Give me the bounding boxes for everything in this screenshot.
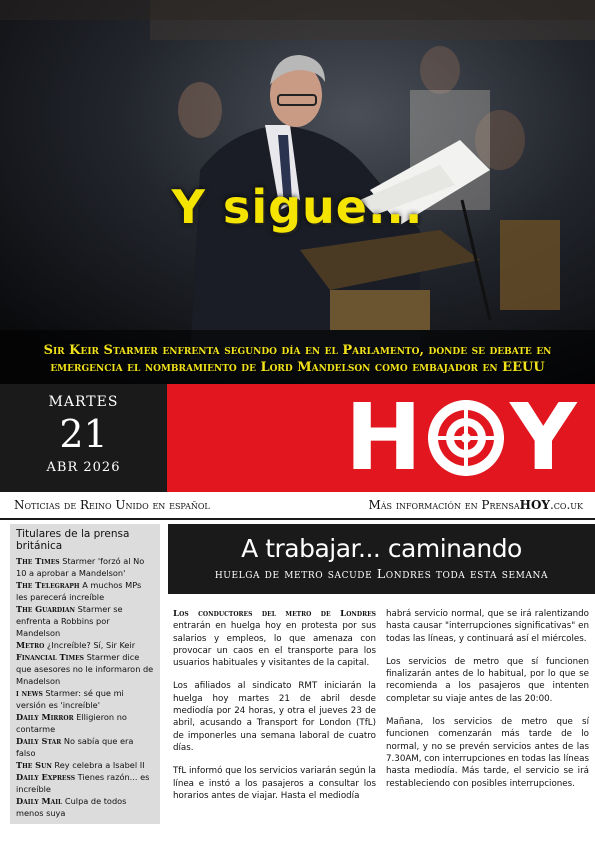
- masthead: [167, 384, 595, 492]
- publication-name: Daily Mirror: [16, 712, 74, 722]
- publication-headline: Starmer dice que asesores no le informaron de Mnadelson: [16, 652, 154, 686]
- sidebar-item: [16, 711, 154, 735]
- sidebar-item: [16, 555, 154, 579]
- strapline-bar: [0, 492, 595, 520]
- sidebar-item: [16, 759, 154, 771]
- target-roundel-icon: [426, 398, 506, 478]
- logo-letter-y: Y: [510, 384, 577, 491]
- date-day-number: 21: [59, 412, 108, 456]
- website-suffix: .co.uk: [549, 498, 583, 512]
- main-headline: Y sigue...: [171, 180, 424, 234]
- story-paragraph: Los servicios de metro que sí funcionen finalizarán antes de lo habitual, por lo que se recomienda a los pasajeros que intenten completar su viaje antes de las 20:00.: [386, 656, 589, 704]
- date-month-year: ABR 2026: [46, 460, 121, 475]
- publication-headline: Tienes razón... es increíble: [16, 772, 150, 794]
- website-brand: HOY: [519, 498, 550, 512]
- publication-headline: Elligieron no contarme: [16, 712, 127, 734]
- story-paragraph: Mañana, los servicios de metro que sí funcionen comenzarán más tarde de lo normal, y no se prevén servicios antes de las 7.30AM, con interrupciones en todas las líneas hasta mediodía. Más tarde, el servicio se irá restableciendo con posibles interrupciones.: [386, 717, 590, 789]
- sidebar-item: [16, 579, 154, 603]
- hoy-logo: [345, 384, 577, 491]
- story-paragraph: [173, 608, 376, 669]
- strapline-tagline: Noticias de Reino Unido en español: [14, 498, 210, 512]
- sidebar-title: Titulares de la prensa británica: [16, 528, 130, 552]
- publication-name: i news: [16, 688, 43, 698]
- story-column-2: [386, 608, 589, 801]
- story-column-1: [173, 608, 376, 813]
- publication-name: The Telegraph: [16, 580, 80, 590]
- publication-headline: Culpa de todos menos suya: [16, 796, 127, 818]
- logo-letter-h: H: [345, 384, 422, 491]
- publication-name: The Sun: [16, 760, 52, 770]
- story-lead-in: Los conductores del metro de Londres: [173, 609, 376, 619]
- strapline-website[interactable]: [368, 498, 583, 512]
- story-paragraph: Los afiliados al sindicato RMT iniciarán la huelga hoy martes 21 de abril desde mediodía por 24 horas, y otra el jueves 23 de abril, acusando a Transport for London (TfL) de imponerles una semana laboral de cuatro días.: [173, 681, 376, 753]
- sidebar-item: [16, 651, 154, 687]
- story-header: [168, 524, 595, 594]
- sidebar-item: [16, 735, 154, 759]
- website-prefix: Más información en Prensa: [368, 498, 520, 512]
- story-subtitle: huelga de metro sacude Londres toda esta semana: [214, 566, 549, 581]
- story-paragraph-text: entrarán en huelga hoy en protesta por sus salarios y empleos, lo que amenaza con provocar un caos en el transporte para los usuarios habituales y visitantes de la capital.: [173, 621, 376, 669]
- publication-headline: Starmer: sé que mi versión es 'increíble': [16, 688, 124, 710]
- publication-name: The Times: [16, 556, 60, 566]
- publication-headline: ¿Increíble? Sí, Sir Keir: [44, 640, 136, 650]
- publication-name: Daily Mail: [16, 796, 63, 806]
- story-paragraph: TfL informó que los servicios variarán según la línea e instó a los pasajeros a consultar los horarios antes de viajar. Hasta el mediodía: [173, 766, 376, 801]
- publication-name: Financial Times: [16, 652, 84, 662]
- sidebar-item: [16, 795, 154, 819]
- sidebar-item: [16, 603, 154, 639]
- date-box: [0, 384, 167, 492]
- main-subheadline: Sir Keir Starmer enfrenta segundo día en el Parlamento, donde se debate en emergencia el nombramiento de Lord Mandelson como embajador en EEUU: [43, 343, 552, 375]
- sidebar-item: [16, 639, 154, 651]
- publication-name: The Guardian: [16, 604, 76, 614]
- publication-headline: Rey celebra a Isabel II: [51, 760, 145, 770]
- hero-photo-section: [0, 0, 595, 384]
- publication-name: Metro: [16, 640, 45, 650]
- press-headlines-sidebar: [10, 524, 160, 824]
- date-weekday: MARTES: [48, 394, 119, 410]
- publication-name: Daily Star: [16, 736, 62, 746]
- publication-headline: No sabía que era falso: [16, 736, 134, 758]
- publication-headline: A muchos MPs les parecerá increíble: [16, 580, 142, 602]
- story-paragraph: habrá servicio normal, que se irá ralentizando hasta causar "interrupciones significativas" en todas las líneas, y continuará así el miércoles.: [386, 609, 589, 644]
- publication-headline: Starmer 'forzó al No 10 a aprobar a Mandelson': [16, 556, 145, 578]
- sidebar-item: [16, 771, 154, 795]
- publication-name: Daily Express: [16, 772, 76, 782]
- publication-headline: Starmer se enfrenta a Robbins por Mandelson: [16, 604, 123, 638]
- story-title: A trabajar... caminando: [241, 534, 522, 563]
- sidebar-item: [16, 687, 154, 711]
